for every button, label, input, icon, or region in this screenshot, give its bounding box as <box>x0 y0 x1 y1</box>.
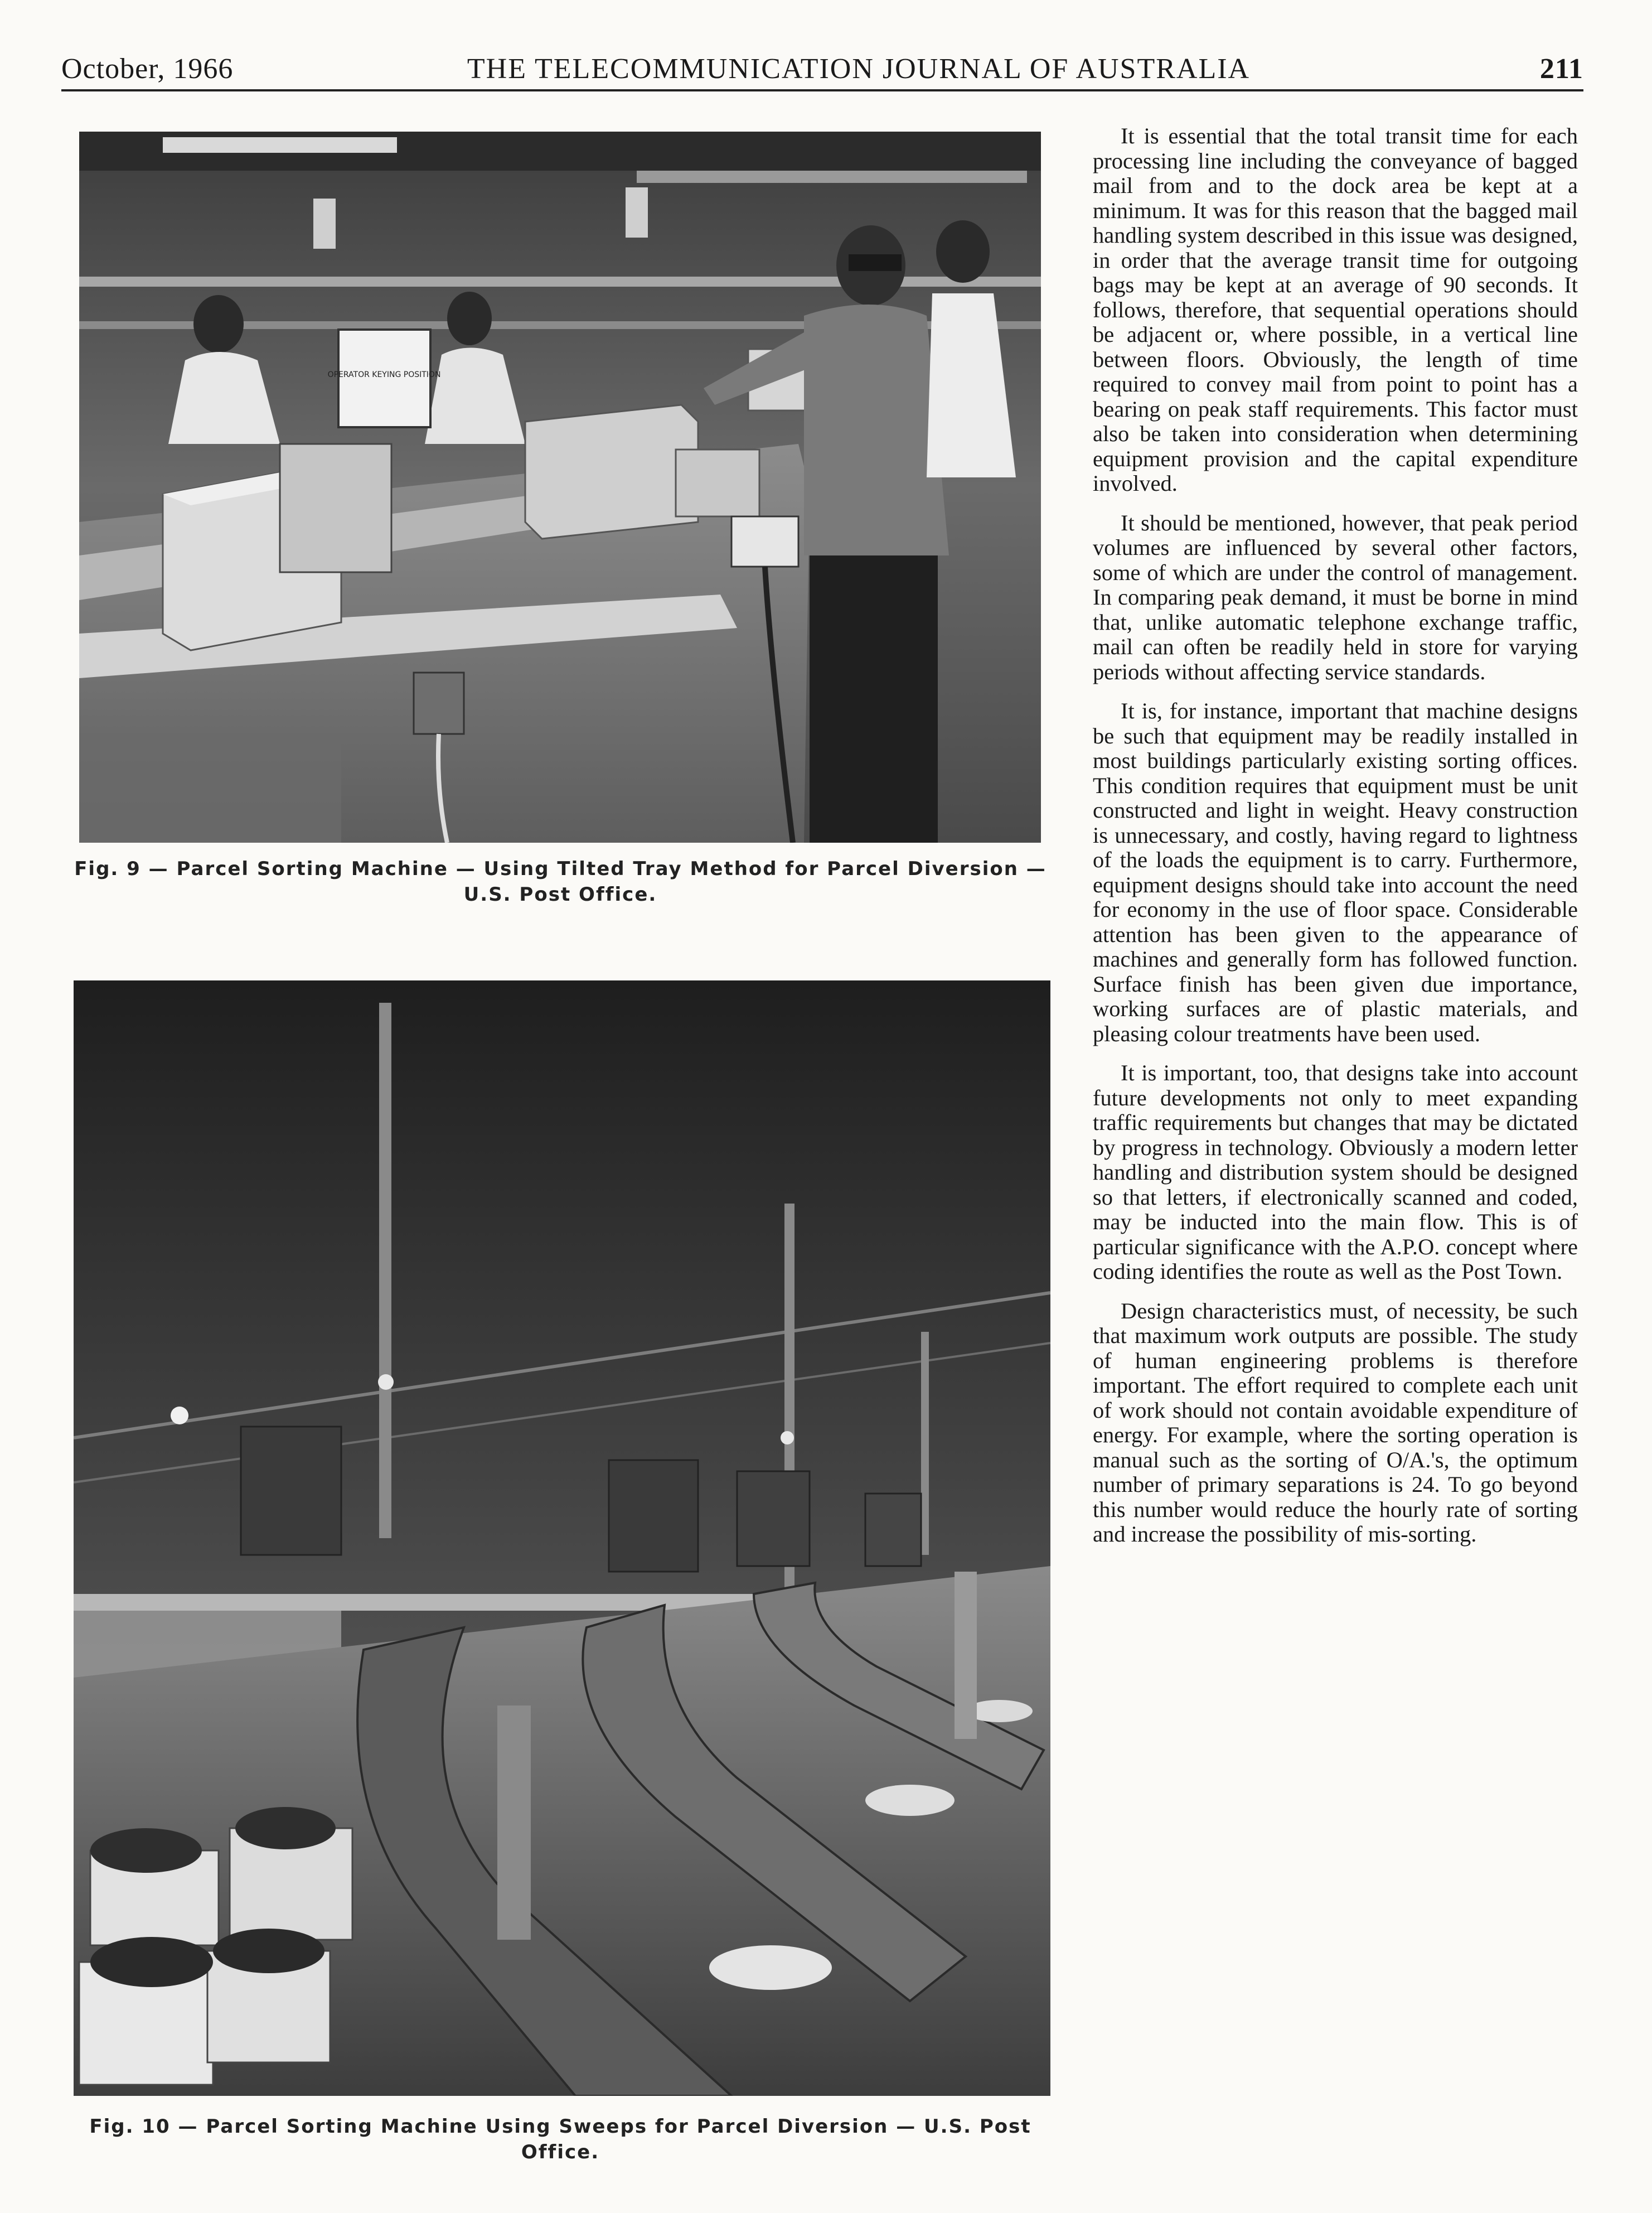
figure-10-photo <box>74 980 1050 2096</box>
paragraph-peak-volumes: It should be mentioned, however, that peak period volumes are influenced by several other factors, some of which are under the control of management. In comparing peak demand, it must be borne in mind that, unlike automatic telephone exchange traffic, mail can often be readily held in store for varying periods without affecting service standards. <box>1093 510 1578 684</box>
article-body-column <box>1093 124 1578 1562</box>
page-number: 211 <box>1539 53 1583 85</box>
figure-9-caption: Fig. 9 — Parcel Sorting Machine — Using Tilted Tray Method for Parcel Diversion — U.S. Post Office. <box>74 858 1047 906</box>
paragraph-future-developments: It is important, too, that designs take into account future developments not only to meet expanding traffic requirements but changes that may be dictated by progress in technology. Obviously a modern letter handling and distribution system should be designed so that letters, if electronically scanned and coded, may be inducted into the main flow. This is of particular significance with the A.P.O. concept where coding identifies the route as well as the Post Town. <box>1093 1060 1578 1284</box>
figure-9-illustration <box>79 132 1041 843</box>
issue-date: October, 1966 <box>61 53 234 85</box>
paragraph-machine-design: It is, for instance, important that machine designs be such that equipment may be readily installed in most buildings particularly existing sorting offices. This condition requires that equipment must be unit constructed and light in weight. Heavy construction is unnecessary, and costly, having regard to lightness of the loads the equipment is to carry. Furthermore, equipment designs should take into account the need for economy in the use of floor space. Considerable attention has been given to the appearance of machines and generally form has followed function. Surface finish has been given due importance, working surfaces are of plastic materials, and pleasing colour treatments have been used. <box>1093 698 1578 1046</box>
journal-title: THE TELECOMMUNICATION JOURNAL OF AUSTRALIA <box>467 53 1251 85</box>
figure-9-photo <box>79 132 1041 843</box>
paragraph-design-characteristics: Design characteristics must, of necessity, be such that maximum work outputs are possible. The study of human engineering problems is therefore important. The effort required to complete each unit of work should not contain avoidable expenditure of energy. For example, where the sorting operation is manual such as the sorting of O/A.'s, the optimum number of primary separations is 24. To go beyond this number would reduce the hourly rate of sorting and increase the possibility of mis-sorting. <box>1093 1298 1578 1547</box>
running-header <box>61 49 1583 91</box>
sign-operator-keying: OPERATOR KEYING POSITION <box>327 370 441 379</box>
figure-10-illustration <box>74 980 1050 2096</box>
figure-10-caption: Fig. 10 — Parcel Sorting Machine Using Sweeps for Parcel Diversion — U.S. Post Office. <box>89 2115 1031 2163</box>
paragraph-transit-time: It is essential that the total transit time for each processing line including the conveyance of bagged mail from and to the dock area be kept at a minimum. It was for this reason that the bagged mail handling system described in this issue was designed, in order that the average transit time for outgoing bags may be kept at an average of 90 seconds. It follows, therefore, that sequential operations should be adjacent or, where possible, in a vertical line between floors. Obviously, the length of time required to convey mail from point to point has a bearing on peak staff requirements. This factor must also be taken into consideration when determining equipment provision and the capital expenditure involved. <box>1093 123 1578 496</box>
